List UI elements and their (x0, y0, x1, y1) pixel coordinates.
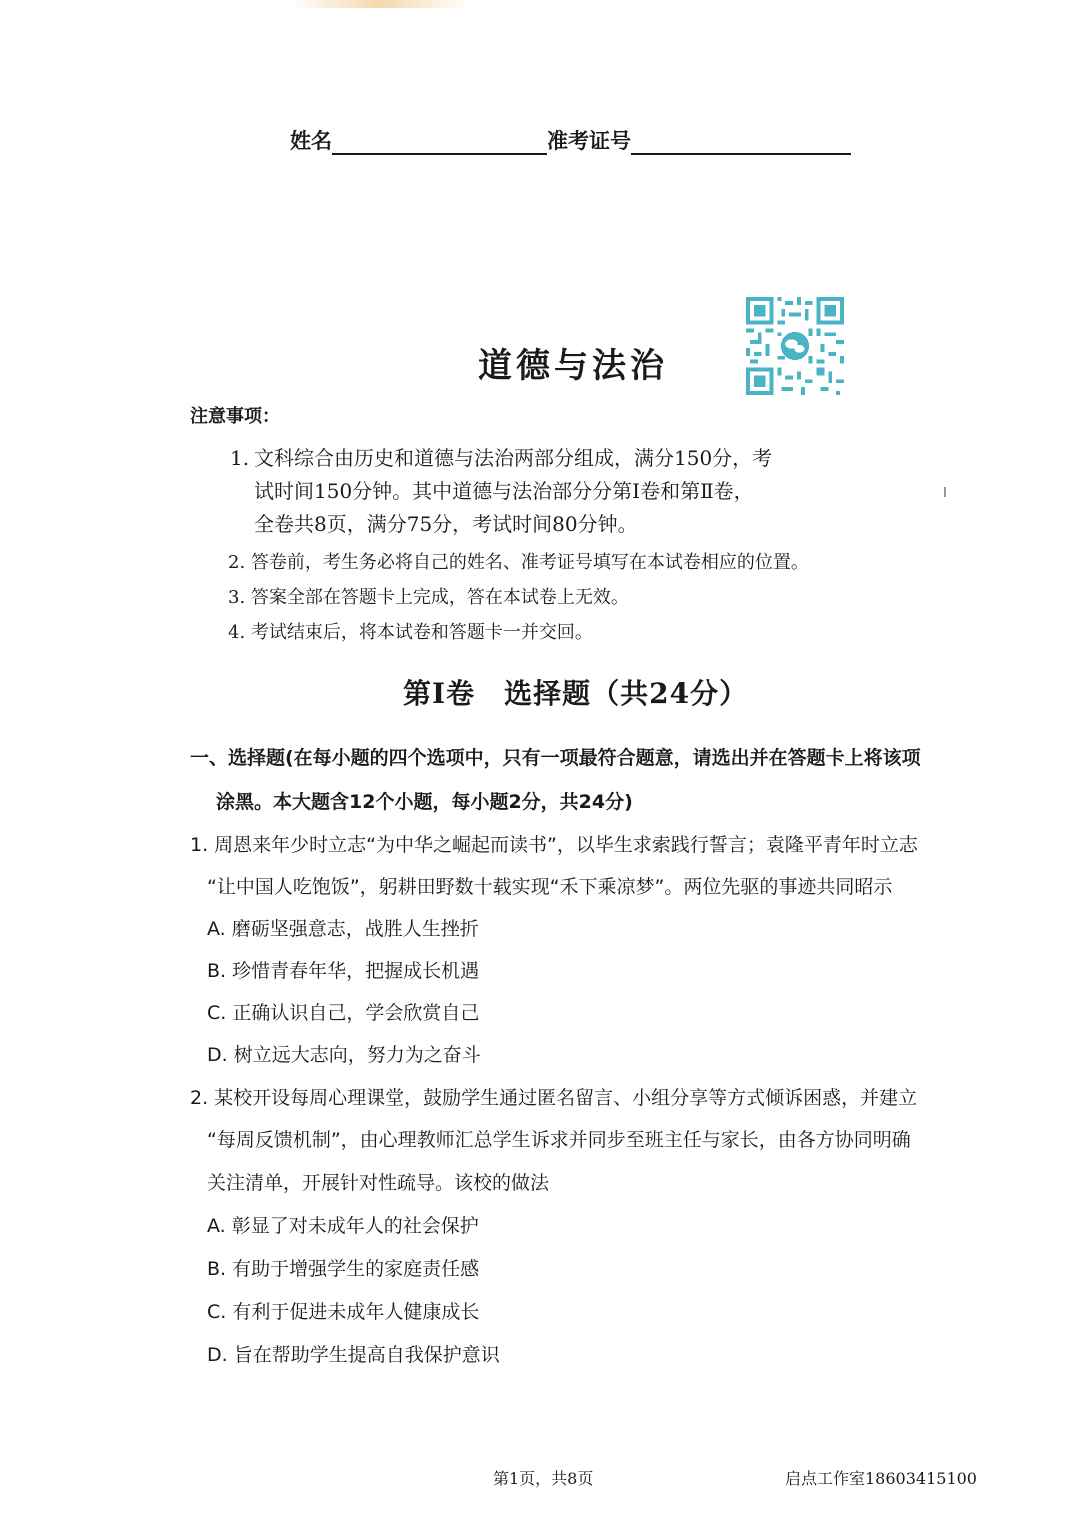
margin-mark (944, 487, 946, 497)
exam-id-label: 准考证号 (547, 129, 631, 153)
notice-item-1-number: 1. (230, 446, 250, 470)
notice-item-1-line: 试时间150分钟。其中道德与法治部分分第Ⅰ卷和第Ⅱ卷， (254, 479, 754, 503)
section-title: 第Ⅰ卷 选择题（共24分） (403, 677, 749, 710)
qr-code-icon (746, 297, 844, 395)
question-2-stem: “每周反馈机制”，由心理教师汇总学生诉求并同步至班主任与家长，由各方协同明确 (207, 1129, 911, 1151)
notice-item-1-line: 文科综合由历史和道德与法治两部分组成，满分150分，考 (254, 446, 773, 470)
studio-credit: 启点工作室18603415100 (785, 1469, 977, 1488)
question-1-option[interactable]: D. 树立远大志向，努力为之奋斗 (207, 1044, 481, 1066)
question-1-option[interactable]: C. 正确认识自己，学会欣赏自己 (207, 1002, 480, 1024)
notice-item-1 (230, 442, 772, 541)
candidate-info-row (290, 125, 851, 155)
notice-item-2: 2. 答卷前，考生务必将自己的姓名、准考证号填写在本试卷相应的位置。 (228, 552, 809, 573)
notice-item-1-line: 全卷共8页，满分75分，考试时间80分钟。 (254, 512, 638, 536)
question-2-stem: 关注清单，开展针对性疏导。该校的做法 (207, 1172, 550, 1194)
section-instructions: 一、选择题(在每小题的四个选项中，只有一项最符合题意，请选出并在答题卡上将该项 (190, 747, 921, 769)
page-title: 道德与法治 (478, 346, 668, 386)
exam-id-blank[interactable] (631, 129, 851, 155)
section-instructions: 涂黑。本大题含12个小题，每小题2分，共24分) (216, 791, 633, 813)
question-1-stem: 1. 周恩来年少时立志“为中华之崛起而读书”，以毕生求索践行誓言；袁隆平青年时立志 (190, 834, 918, 856)
question-1-stem: “让中国人吃饱饭”，躬耕田野数十载实现“禾下乘凉梦”。两位先驱的事迹共同昭示 (207, 876, 893, 898)
question-2-option[interactable]: B. 有助于增强学生的家庭责任感 (207, 1258, 480, 1280)
question-2-option[interactable]: A. 彰显了对未成年人的社会保护 (207, 1215, 479, 1237)
question-1-option[interactable]: B. 珍惜青春年华，把握成长机遇 (207, 960, 480, 982)
name-label: 姓名 (290, 129, 332, 153)
question-2-option[interactable]: C. 有利于促进未成年人健康成长 (207, 1301, 480, 1323)
question-2-stem: 2. 某校开设每周心理课堂，鼓励学生通过匿名留言、小组分享等方式倾诉困惑，并建立 (190, 1087, 918, 1109)
paper-stain (290, 0, 470, 8)
name-blank[interactable] (332, 129, 547, 155)
question-1-option[interactable]: A. 磨砺坚强意志，战胜人生挫折 (207, 918, 479, 940)
notice-item-4: 4. 考试结束后，将本试卷和答题卡一并交回。 (228, 622, 593, 643)
question-2-option[interactable]: D. 旨在帮助学生提高自我保护意识 (207, 1344, 500, 1366)
notice-item-3: 3. 答案全部在答题卡上完成，答在本试卷上无效。 (228, 587, 629, 608)
page-number: 第1页，共8页 (493, 1469, 594, 1488)
notice-heading: 注意事项： (190, 406, 280, 427)
